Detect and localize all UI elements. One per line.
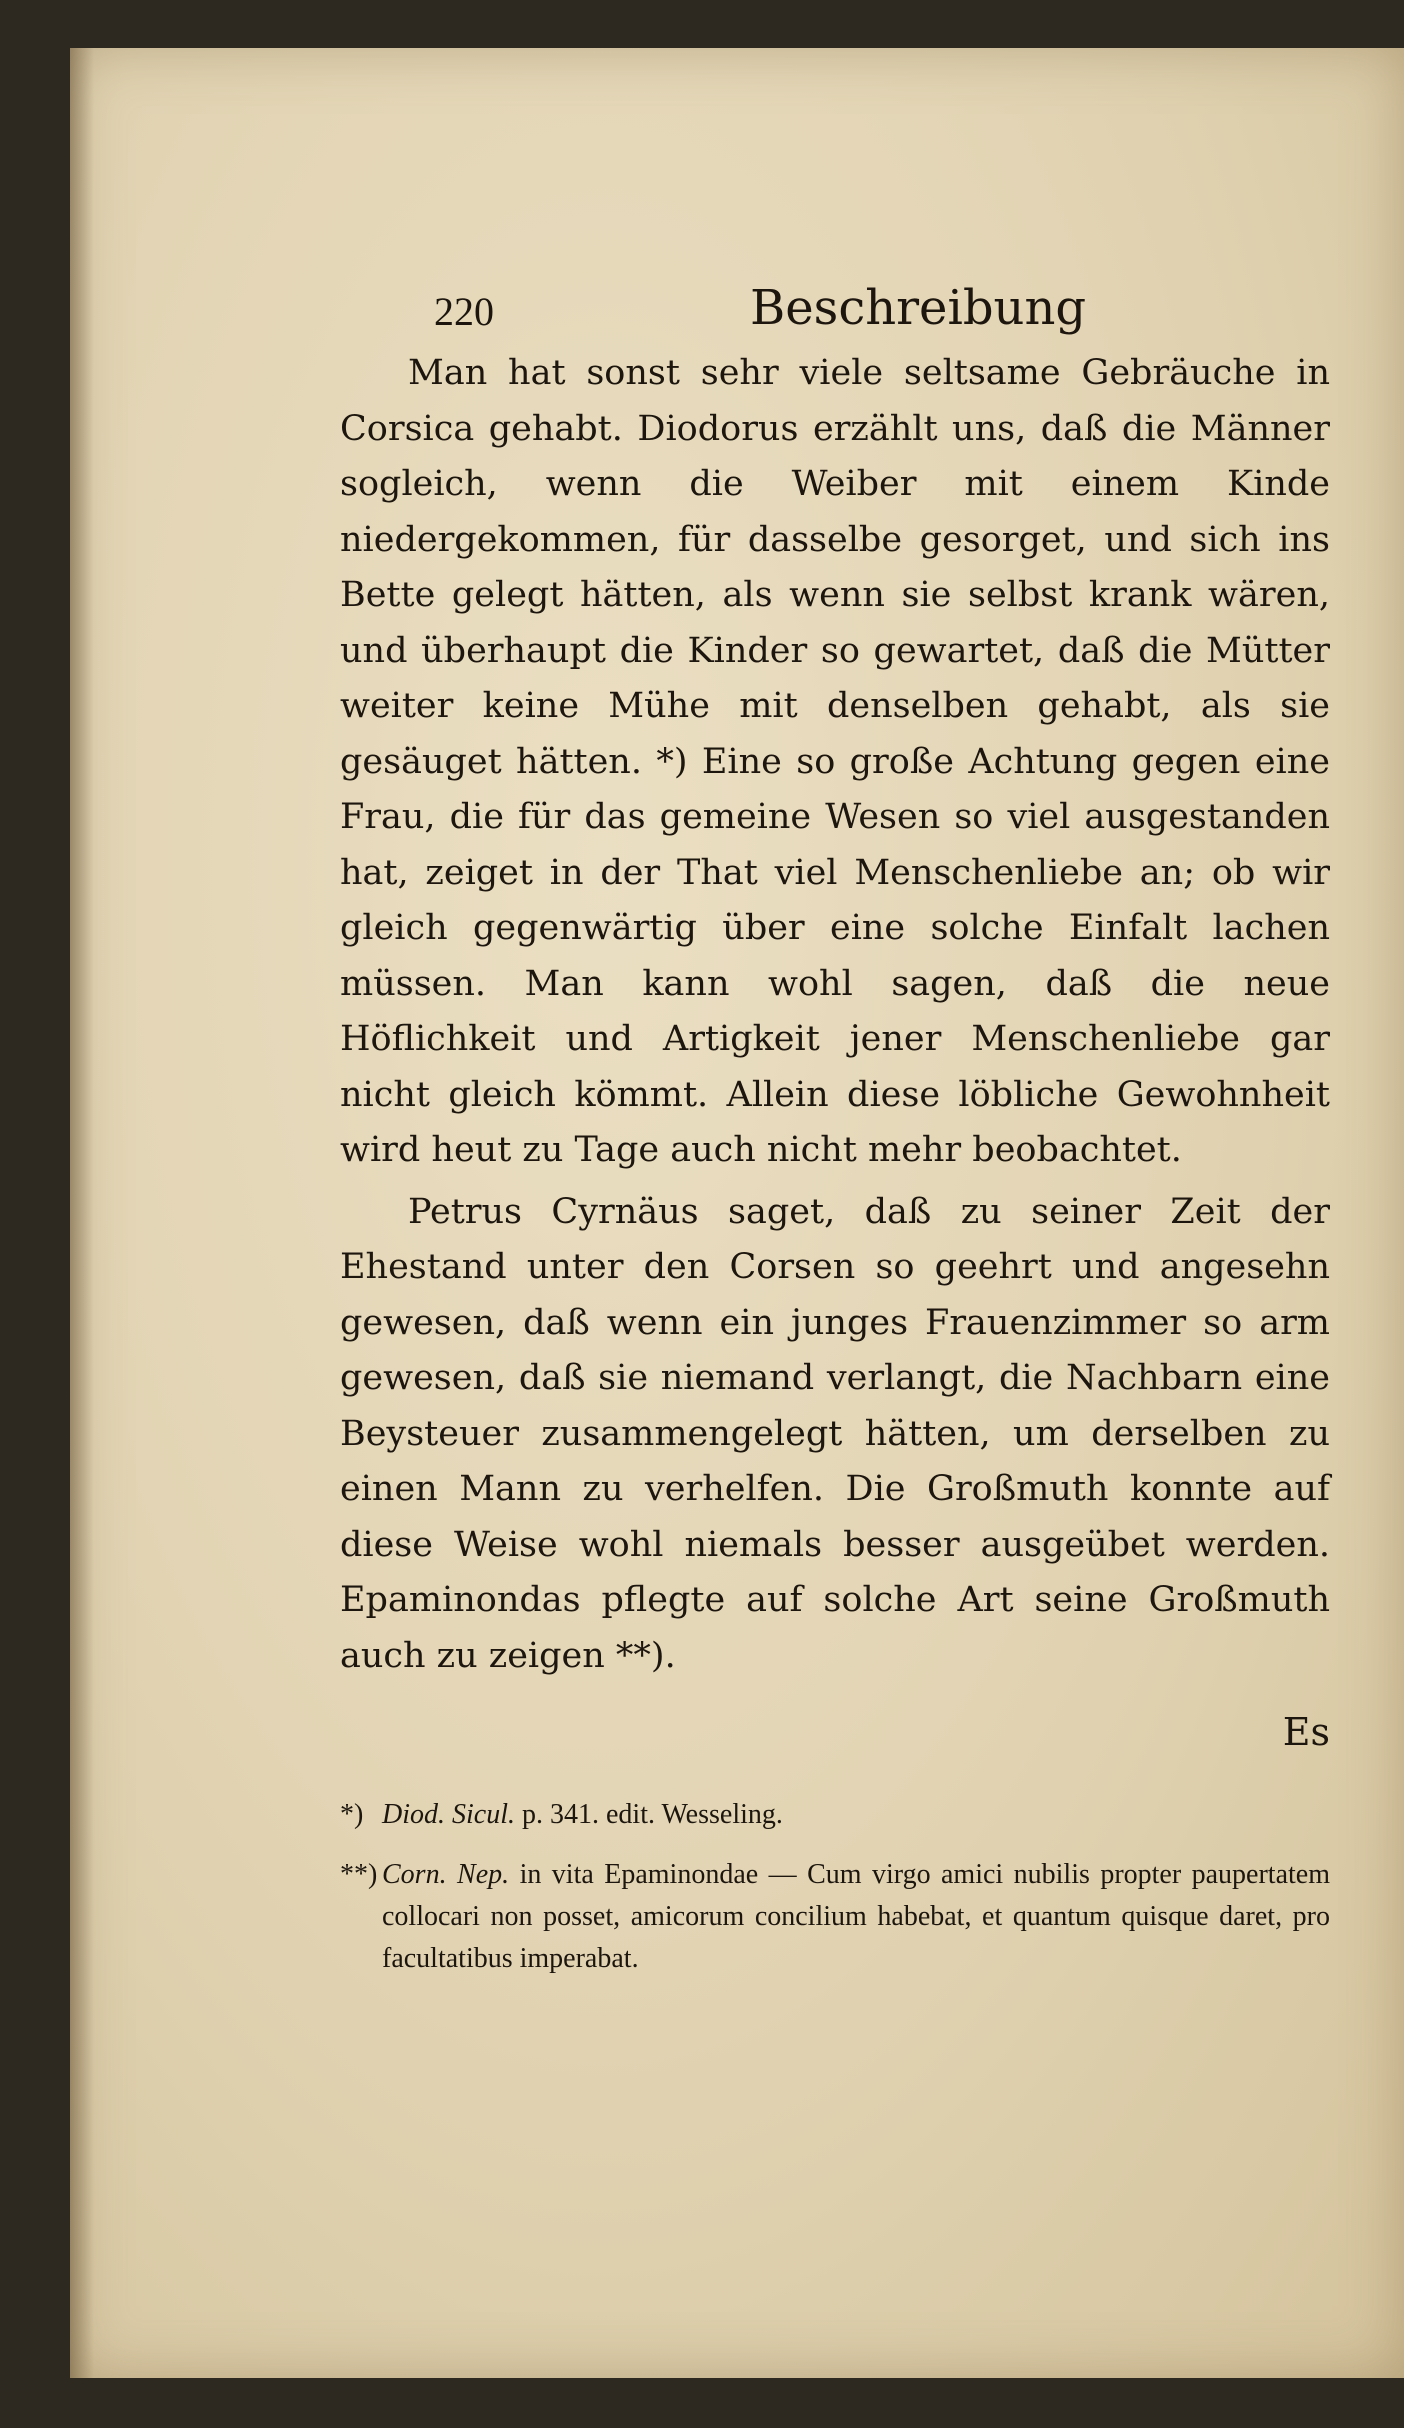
footnote-2 — [340, 1854, 1330, 1980]
page-spine-shadow — [70, 48, 94, 2378]
footnote-mark: *) — [340, 1799, 364, 1830]
text-block — [340, 236, 1330, 1998]
book-page — [70, 48, 1404, 2378]
footnote-source: Diod. Sicul. — [382, 1799, 515, 1830]
footnote-text: p. 341. edit. Wesseling. — [522, 1799, 783, 1830]
page-number: 220 — [434, 289, 494, 334]
footnote-mark: **) — [340, 1859, 378, 1890]
catchword: Es — [1282, 1710, 1330, 1754]
running-head — [340, 236, 1330, 346]
footnote-source: Corn. Nep. — [382, 1859, 510, 1890]
paragraph-1: Man hat sonst sehr viele seltsame Gebräuche in Corsica gehabt. Diodorus erzählt uns, daß die Männer sogleich, wenn die Weiber mit einem Kinde niedergekommen, für dasselbe gesorget, und sich ins Bette gelegt hätten, als wenn sie selbst krank wären, und überhaupt die Kinder so gewartet, daß die Mütter weiter keine Mühe mit denselben gehabt, als sie gesäuget hätten. *) Eine so große Achtung gegen eine Frau, die für das gemeine Wesen so viel ausgestanden hat, zeiget in der That viel Menschenliebe an; ob wir gleich gegenwärtig über eine solche Einfalt lachen müssen. Man kann wohl sagen, daß die neue Höflichkeit und Artigkeit jener Menschenliebe gar nicht gleich kömmt. Allein diese löbliche Gewohnheit wird heut zu Tage auch nicht mehr beobachtet. — [340, 353, 1330, 1170]
footnote-1 — [340, 1794, 1330, 1836]
paragraph-2: Petrus Cyrnäus saget, daß zu seiner Zeit der Ehestand unter den Corsen so geehrt und angesehn gewesen, daß wenn ein junges Frauenzimmer so arm gewesen, daß sie niemand verlangt, die Nachbarn eine Beysteuer zusammengelegt hätten, um derselben zu einen Mann zu verhelfen. Die Großmuth konnte auf diese Weise wohl niemals besser ausgeübet werden. Epaminondas pflegte auf solche Art seine Großmuth auch zu zeigen **). — [340, 1191, 1330, 1676]
running-title: Beschreibung — [750, 280, 1087, 336]
footnotes — [340, 1794, 1330, 1980]
footnote-text: in vita Epaminondae — Cum virgo amici nubilis propter paupertatem collocari non posset, amicorum concilium habebat, et quantum quisque daret, pro facultatibus imperabat. — [382, 1859, 1330, 1974]
